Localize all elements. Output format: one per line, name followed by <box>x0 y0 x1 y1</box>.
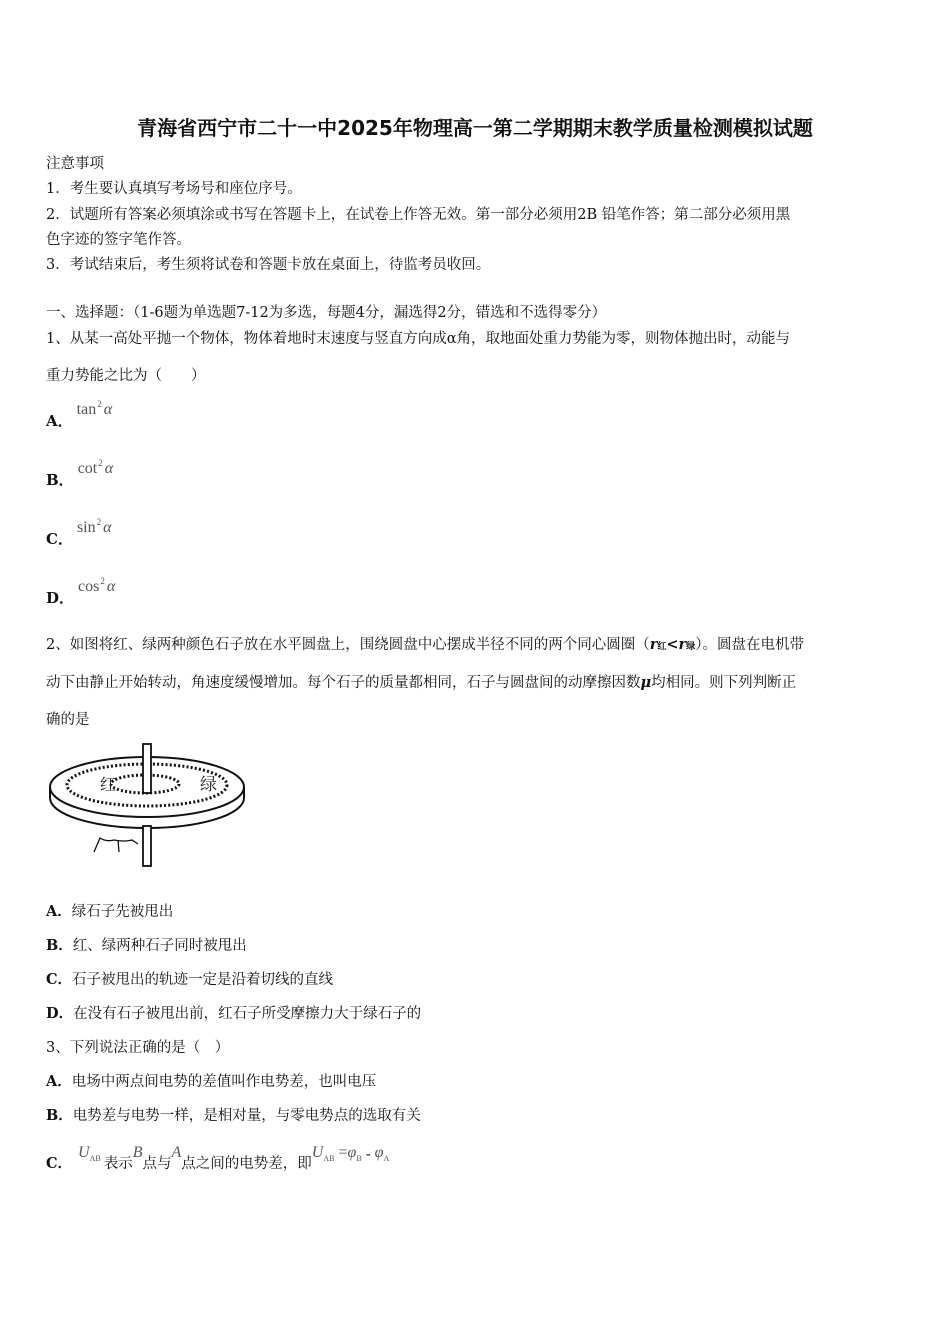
q3-option-a: A．电场中两点间电势的差值叫作电势差，也叫电压 <box>46 1073 377 1090</box>
formula-sin2a: $\sin^2 \alpha$ <box>76 517 112 536</box>
hand-sketch <box>94 838 138 852</box>
q2-option-a: A．绿石子先被甩出 <box>46 903 174 920</box>
formula-cos2a: $\cos^2 \alpha$ <box>78 576 116 595</box>
q1-option-a <box>46 398 113 430</box>
notice-item-1: 1．考生要认真填写考场号和座位序号。 <box>46 181 302 197</box>
q1-stem-line2: 重力势能之比为（ ） <box>46 368 206 384</box>
notice-item-2: 2．试题所有答案必须填涂或书写在答题卡上，在试卷上作答无效。第一部分必须用2B 铅笔作答；第二部分必须用黑 <box>46 207 791 223</box>
section-heading: 一、选择题：（1-6题为单选题7-12为多选，每题4分，漏选得2分，错选和不选得零分） <box>46 305 607 321</box>
q1-option-b <box>46 457 114 489</box>
option-label: D． <box>46 589 75 607</box>
q1-option-c <box>46 516 112 548</box>
label-red: 红 <box>100 775 117 794</box>
q1-stem-line1: 1、从某一高处平抛一个物体，物体着地时末速度与竖直方向成α角，取地面处重力势能为零，则物体抛出时，动能与 <box>46 331 791 347</box>
q2-stem-line2: 动下由静止开始转动，角速度缓慢增加。每个石子的质量都相同，石子与圆盘间的动摩擦因数μ均相同。则下列判断正 <box>46 674 797 691</box>
rotating-disk-figure <box>46 742 248 868</box>
formula-tan2a: $\tan^2 \alpha$ <box>76 399 113 418</box>
q2-option-c: C．石子被甩出的轨迹一定是沿着切线的直线 <box>46 971 334 988</box>
option-label: A． <box>46 412 73 430</box>
q3-option-b: B．电势差与电势一样，是相对量，与零电势点的选取有关 <box>46 1107 421 1124</box>
q2-option-d: D．在没有石子被甩出前，红石子所受摩擦力大于绿石子的 <box>46 1005 422 1022</box>
option-label: B． <box>46 471 74 489</box>
axle-top <box>143 744 151 793</box>
page-title: 青海省西宁市二十一中2025年物理高一第二学期期末教学质量检测模拟试题 <box>137 116 813 140</box>
q2-stem-line3: 确的是 <box>46 712 90 728</box>
formula-cot2a: $\cot^2 \alpha$ <box>77 458 114 477</box>
q2-stem-line1: 2、如图将红、绿两种颜色石子放在水平圆盘上，围绕圆盘中心摆成半径不同的两个同心圆圈（r红<r绿）。圆盘在电机带 <box>46 636 804 653</box>
notice-item-2-cont: 色字迹的签字笔作答。 <box>46 232 191 248</box>
option-label: C． <box>46 530 73 548</box>
notice-heading: 注意事项 <box>46 156 104 172</box>
label-green: 绿 <box>200 775 217 795</box>
q3-stem: 3、下列说法正确的是（ ） <box>46 1040 230 1056</box>
q3-option-c: C．$U_{AB}$ 表示B点与A点之间的电势差，即$U_{AB} =\varphi_B - \varphi_A$ <box>46 1144 390 1172</box>
axle-bottom <box>143 826 151 866</box>
q2-option-b: B．红、绿两种石子同时被甩出 <box>46 937 247 954</box>
q1-option-d <box>46 575 116 607</box>
notice-item-3: 3．考试结束后，考生须将试卷和答题卡放在桌面上，待监考员收回。 <box>46 257 491 273</box>
